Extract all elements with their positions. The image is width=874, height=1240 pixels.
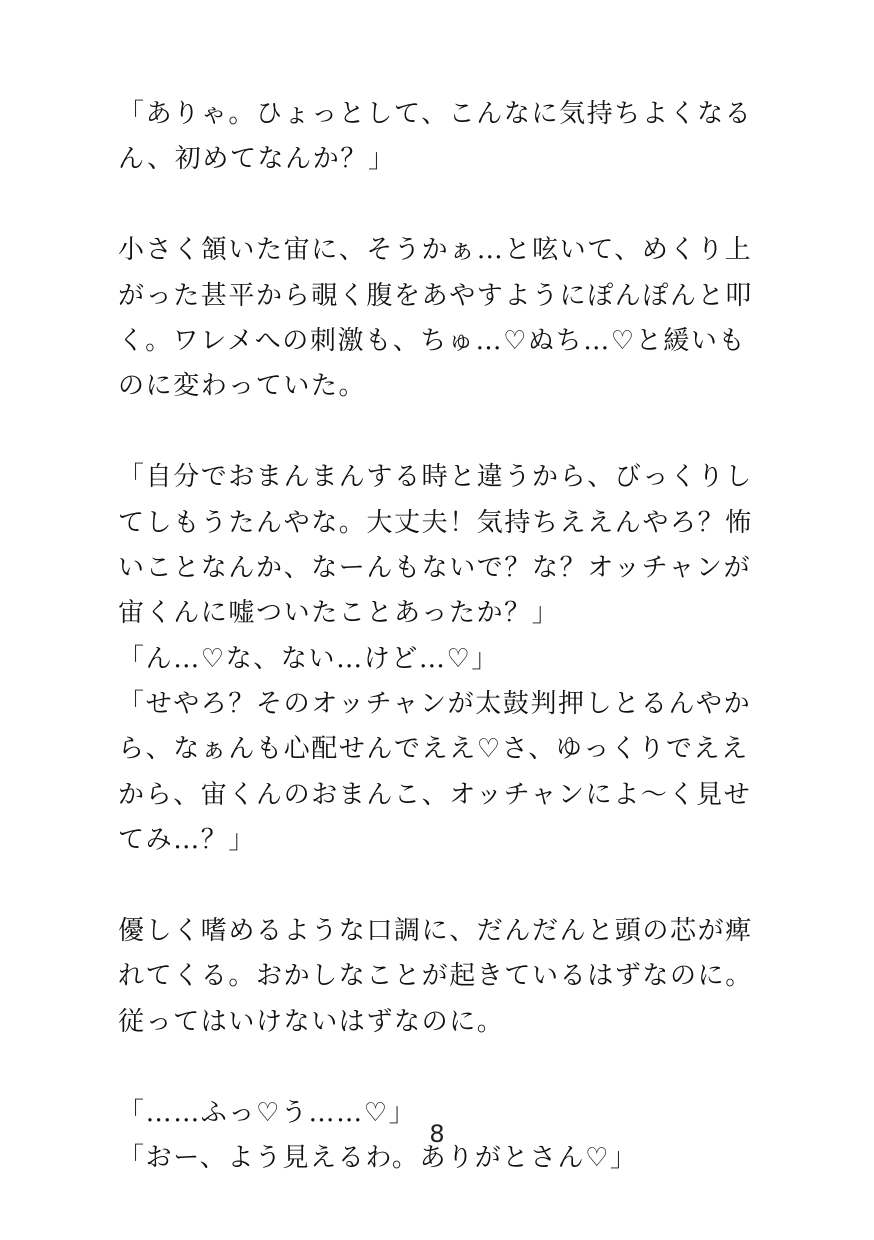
text-line: てみ…？」: [118, 825, 257, 856]
text-line: 「ありゃ。ひょっとして、こんなに気持ちよくなる: [118, 99, 753, 129]
paragraph: [118, 909, 758, 1045]
paragraph: [118, 455, 758, 864]
text-line: く。ワレメへの刺激も、ちゅ…♡ぬち…♡と緩いも: [118, 325, 747, 356]
text-line: 小さく頷いた宙に、そうかぁ…と呟いて、めくり上: [118, 235, 753, 266]
text-line: いことなんか、なーんもないで？な？オッチャンが: [118, 552, 752, 583]
paragraph: [118, 92, 758, 183]
text-line: 「ん…♡な、ない…けど…♡」: [118, 643, 500, 674]
paragraph-break: [118, 410, 758, 455]
text-line: 「せやろ？そのオッチャンが太鼓判押しとるんやか: [118, 689, 752, 720]
text-line: れてくる。おかしなことが起きているはずなのに。: [118, 961, 753, 992]
text-line: 「……ふっ♡う……♡」: [118, 1097, 417, 1128]
text-line: 宙くんに嘘ついたことあったか？」: [118, 598, 560, 629]
text-line: 従ってはいけないはずなのに。: [118, 1006, 505, 1037]
body-text: [118, 92, 758, 1181]
text-line: 優しく嗜めるような口調に、だんだんと頭の芯が痺: [118, 916, 753, 947]
paragraph: [118, 228, 758, 410]
text-line: 「おー、よう見えるわ。ありがとさん♡」: [118, 1142, 638, 1173]
text-line: のに変わっていた。: [118, 371, 367, 402]
text-line: てしもうたんやな。大丈夫！気持ちええんやろ？怖: [118, 507, 753, 538]
text-line: 「自分でおまんまんする時と違うから、びっくりし: [118, 462, 753, 493]
text-line: から、宙くんのおまんこ、オッチャンによ〜く見せ: [118, 779, 752, 810]
text-line: ら、なぁんも心配せんでええ♡さ、ゆっくりでええ: [118, 734, 749, 765]
paragraph-break: [118, 183, 758, 228]
text-line: がった甚平から覗く腹をあやすようにぽんぽんと叩: [118, 280, 753, 311]
text-line: ん、初めてなんか？」: [118, 144, 396, 175]
paragraph-break: [118, 1045, 758, 1090]
paragraph-break: [118, 864, 758, 909]
page-number: 8: [429, 1120, 445, 1148]
